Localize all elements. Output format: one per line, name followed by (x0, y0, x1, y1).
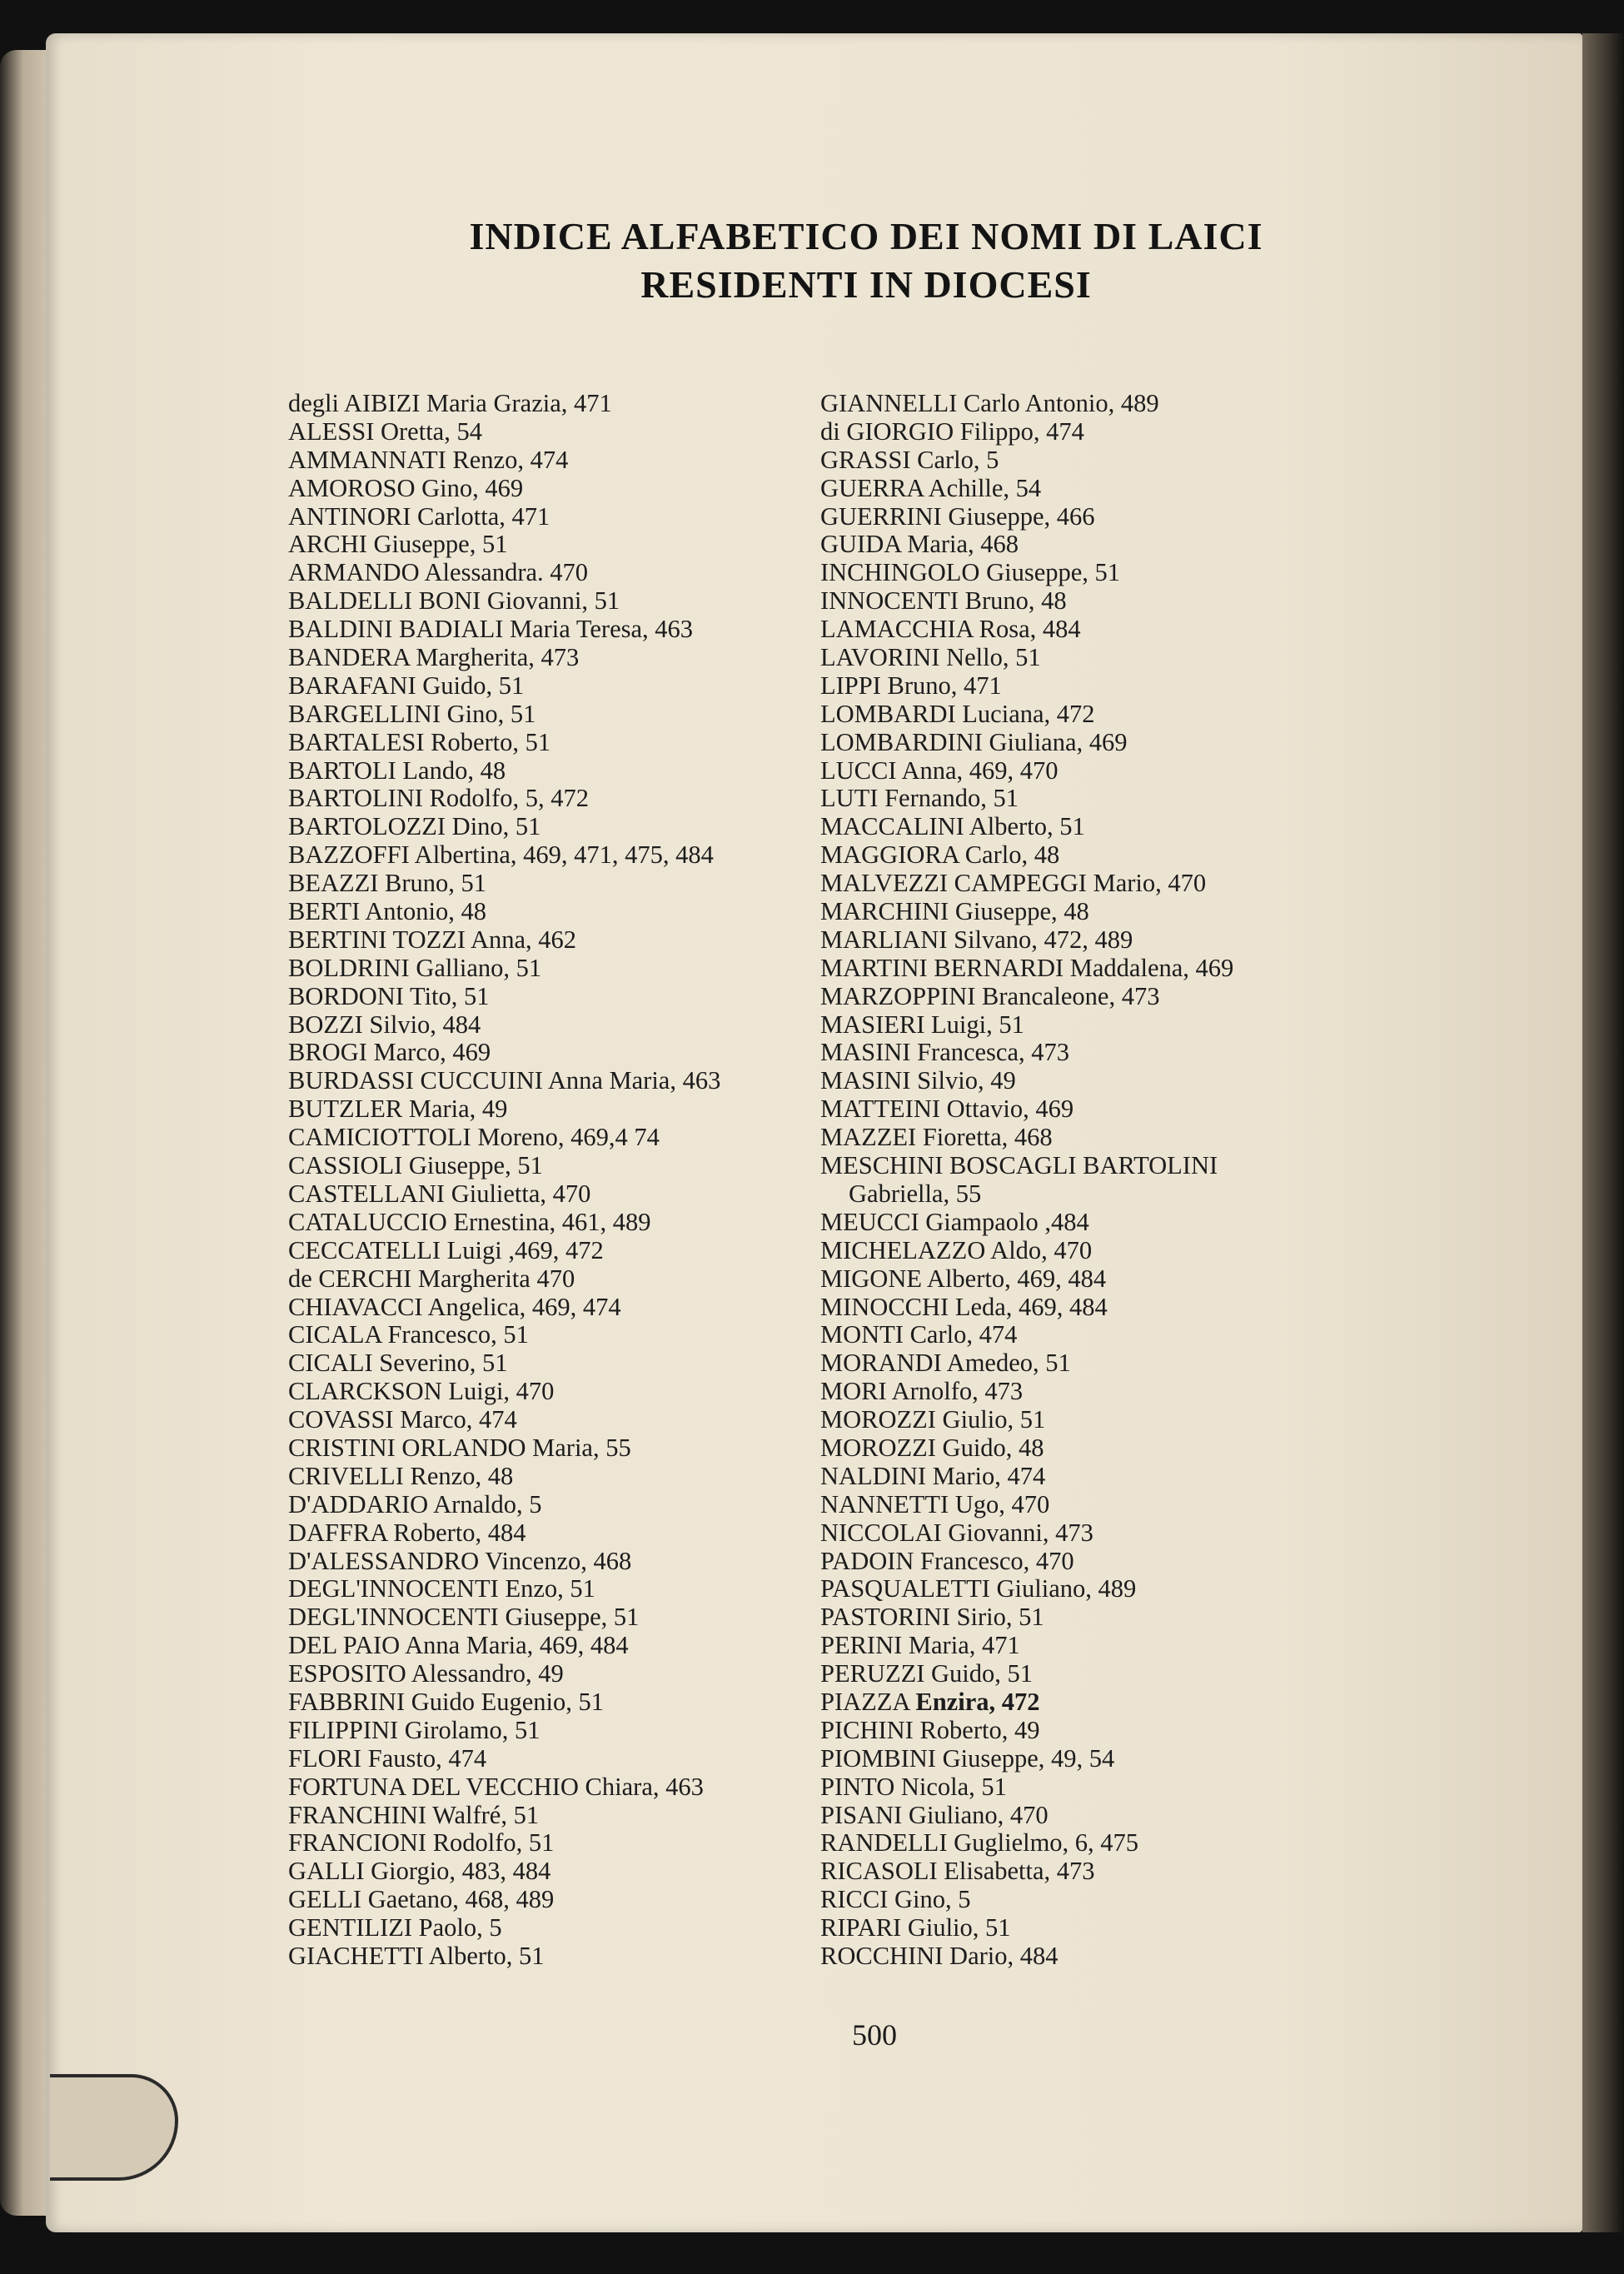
index-entry: BOLDRINI Galliano, 51 (288, 953, 542, 982)
index-entry: PIOMBINI Giuseppe, 49, 54 (820, 1743, 1115, 1773)
index-entry: INNOCENTI Bruno, 48 (820, 586, 1067, 616)
index-entry: CECCATELLI Luigi ,469, 472 (288, 1235, 604, 1264)
index-entry: LOMBARDINI Giuliana, 469 (820, 727, 1128, 756)
index-entry: CASTELLANI Giulietta, 470 (288, 1179, 591, 1208)
index-entry: FILIPPINI Girolamo, 51 (288, 1715, 541, 1744)
index-entry: CHIAVACCI Angelica, 469, 474 (288, 1292, 621, 1321)
index-entry: CATALUCCIO Ernestina, 461, 489 (288, 1207, 651, 1236)
index-entry: de CERCHI Margherita 470 (288, 1264, 575, 1293)
index-entry: LOMBARDI Luciana, 472 (820, 699, 1095, 728)
index-entry: PASTORINI Sirio, 51 (820, 1603, 1044, 1632)
index-entry: AMMANNATI Renzo, 474 (288, 445, 569, 474)
index-entry: GUERRINI Giuseppe, 466 (820, 501, 1095, 531)
index-entry: MACCALINI Alberto, 51 (820, 812, 1085, 841)
index-entry: MARLIANI Silvano, 472, 489 (820, 925, 1133, 954)
index-entry: ROCCHINI Dario, 484 (820, 1941, 1059, 1970)
index-entry: ARCHI Giuseppe, 51 (288, 530, 508, 559)
index-entry: D'ADDARIO Arnaldo, 5 (288, 1489, 542, 1518)
index-entry: ESPOSITO Alessandro, 49 (288, 1659, 564, 1688)
index-entry: BUTZLER Maria, 49 (288, 1095, 508, 1124)
index-entry: ALESSI Oretta, 54 (288, 416, 482, 446)
index-entry: INCHINGOLO Giuseppe, 51 (820, 558, 1121, 587)
index-entry: MESCHINI BOSCAGLI BARTOLINI (820, 1151, 1218, 1180)
index-entry: MINOCCHI Leda, 469, 484 (820, 1292, 1108, 1321)
index-entry: BARAFANI Guido, 51 (288, 671, 525, 700)
index-entry: ARMANDO Alessandra. 470 (288, 558, 589, 587)
index-entry: CAMICIOTTOLI Moreno, 469,4 74 (288, 1123, 660, 1152)
index-entry: DEL PAIO Anna Maria, 469, 484 (288, 1631, 629, 1660)
index-entry: GRASSI Carlo, 5 (820, 445, 999, 474)
index-entry: GUIDA Maria, 468 (820, 530, 1019, 559)
index-entry: PADOIN Francesco, 470 (820, 1546, 1074, 1575)
index-entry: degli AIBIZI Maria Grazia, 471 (288, 389, 612, 417)
index-entry: GELLI Gaetano, 468, 489 (288, 1885, 555, 1914)
index-entry: PIAZZA Enzira, 472 (820, 1687, 1040, 1716)
index-entry: NICCOLAI Giovanni, 473 (820, 1518, 1093, 1547)
index-entry: MATTEINI Ottavio, 469 (820, 1095, 1074, 1124)
index-entry: CRIVELLI Renzo, 48 (288, 1461, 514, 1490)
index-entry: FLORI Fausto, 474 (288, 1743, 487, 1773)
index-entry: RIPARI Giulio, 51 (820, 1913, 1011, 1942)
index-entry: BALDELLI BONI Giovanni, 51 (288, 586, 620, 616)
index-entry: ANTINORI Carlotta, 471 (288, 501, 550, 531)
index-entry: GIANNELLI Carlo Antonio, 489 (820, 389, 1159, 417)
index-entry: MARTINI BERNARDI Maddalena, 469 (820, 953, 1234, 982)
index-entry: CASSIOLI Giuseppe, 51 (288, 1151, 543, 1180)
index-entry: BERTINI TOZZI Anna, 462 (288, 925, 577, 954)
index-entry: GENTILIZI Paolo, 5 (288, 1913, 502, 1942)
index-entry: PERINI Maria, 471 (820, 1631, 1020, 1660)
index-entry: COVASSI Marco, 474 (288, 1405, 517, 1434)
index-entry: FORTUNA DEL VECCHIO Chiara, 463 (288, 1772, 704, 1801)
index-entry: MARCHINI Giuseppe, 48 (820, 897, 1089, 926)
index-column-left (288, 390, 829, 1971)
index-entry: BOZZI Silvio, 484 (288, 1010, 481, 1039)
page-tab-flap (50, 2074, 178, 2181)
index-entry: LUCCI Anna, 469, 470 (820, 756, 1059, 785)
index-entry: BARTALESI Roberto, 51 (288, 727, 551, 756)
index-title (0, 212, 1624, 309)
index-entry: DEGL'INNOCENTI Giuseppe, 51 (288, 1603, 640, 1632)
page-number (0, 2017, 1624, 2052)
book-edge-right (1582, 33, 1624, 2232)
index-entry: BERTI Antonio, 48 (288, 897, 486, 926)
index-entry: LUTI Fernando, 51 (820, 784, 1019, 813)
index-entry: GALLI Giorgio, 483, 484 (288, 1857, 551, 1886)
index-entry: FRANCIONI Rodolfo, 51 (288, 1828, 555, 1858)
index-entry: LIPPI Bruno, 471 (820, 671, 1002, 700)
index-entry: BALDINI BADIALI Maria Teresa, 463 (288, 615, 694, 644)
index-entry: DEGL'INNOCENTI Enzo, 51 (288, 1574, 595, 1603)
index-entry: CICALI Severino, 51 (288, 1349, 508, 1378)
index-entry: PICHINI Roberto, 49 (820, 1715, 1040, 1744)
index-entry: GIACHETTI Alberto, 51 (288, 1941, 545, 1970)
index-entry: PISANI Giuliano, 470 (820, 1800, 1049, 1829)
index-entry: GUERRA Achille, 54 (820, 473, 1042, 502)
index-entry: BANDERA Margherita, 473 (288, 643, 580, 672)
index-entry: Gabriella, 55 (849, 1179, 982, 1208)
index-entry: MORANDI Amedeo, 51 (820, 1349, 1071, 1378)
index-entry: MAZZEI Fioretta, 468 (820, 1123, 1053, 1152)
index-entry: NANNETTI Ugo, 470 (820, 1489, 1050, 1518)
index-entry: RICASOLI Elisabetta, 473 (820, 1857, 1095, 1886)
index-entry: BORDONI Tito, 51 (288, 981, 490, 1010)
index-column-right (820, 390, 1403, 1971)
index-entry: BARTOLINI Rodolfo, 5, 472 (288, 784, 590, 813)
index-entry: CICALA Francesco, 51 (288, 1320, 529, 1349)
index-entry: RICCI Gino, 5 (820, 1885, 971, 1914)
index-entry: MONTI Carlo, 474 (820, 1320, 1018, 1349)
index-entry: MALVEZZI CAMPEGGI Mario, 470 (820, 869, 1207, 898)
index-entry: BURDASSI CUCCUINI Anna Maria, 463 (288, 1066, 721, 1095)
index-entry: MORI Arnolfo, 473 (820, 1377, 1024, 1406)
index-entry: BARTOLOZZI Dino, 51 (288, 812, 541, 841)
index-entry: PINTO Nicola, 51 (820, 1772, 1007, 1801)
index-title-line-1: INDICE ALFABETICO DEI NOMI DI LAICI (469, 215, 1263, 257)
index-entry: MOROZZI Giulio, 51 (820, 1405, 1046, 1434)
index-entry: LAVORINI Nello, 51 (820, 643, 1041, 672)
page-number-text: 500 (852, 2018, 897, 2052)
index-entry: BEAZZI Bruno, 51 (288, 869, 487, 898)
index-entry: PERUZZI Guido, 51 (820, 1659, 1034, 1688)
index-entry: DAFFRA Roberto, 484 (288, 1518, 526, 1547)
index-entry: RANDELLI Guglielmo, 6, 475 (820, 1828, 1139, 1858)
index-entry: MASINI Francesca, 473 (820, 1038, 1069, 1067)
index-entry: MAGGIORA Carlo, 48 (820, 840, 1060, 870)
index-entry: MASIERI Luigi, 51 (820, 1010, 1024, 1039)
index-entry: CLARCKSON Luigi, 470 (288, 1377, 555, 1406)
index-entry: BARGELLINI Gino, 51 (288, 699, 536, 728)
index-entry: BAZZOFFI Albertina, 469, 471, 475, 484 (288, 840, 714, 870)
index-entry: AMOROSO Gino, 469 (288, 473, 524, 502)
index-entry: D'ALESSANDRO Vincenzo, 468 (288, 1546, 632, 1575)
index-entry: BROGI Marco, 469 (288, 1038, 491, 1067)
index-entry: LAMACCHIA Rosa, 484 (820, 615, 1081, 644)
index-entry: PASQUALETTI Giuliano, 489 (820, 1574, 1137, 1603)
index-entry: MICHELAZZO Aldo, 470 (820, 1235, 1093, 1264)
index-title-line-2: RESIDENTI IN DIOCESI (640, 263, 1092, 306)
index-entry: FRANCHINI Walfré, 51 (288, 1800, 540, 1829)
index-entry: MEUCCI Giampaolo ,484 (820, 1207, 1089, 1236)
index-entry: NALDINI Mario, 474 (820, 1461, 1046, 1490)
index-entry: FABBRINI Guido Eugenio, 51 (288, 1687, 604, 1716)
index-entry: BARTOLI Lando, 48 (288, 756, 506, 785)
index-entry: MARZOPPINI Brancaleone, 473 (820, 981, 1160, 1010)
index-entry: MIGONE Alberto, 469, 484 (820, 1264, 1107, 1293)
index-entry: MOROZZI Guido, 48 (820, 1433, 1044, 1462)
index-entry: di GIORGIO Filippo, 474 (820, 416, 1084, 446)
index-entry: CRISTINI ORLANDO Maria, 55 (288, 1433, 631, 1462)
index-entry: MASINI Silvio, 49 (820, 1066, 1016, 1095)
